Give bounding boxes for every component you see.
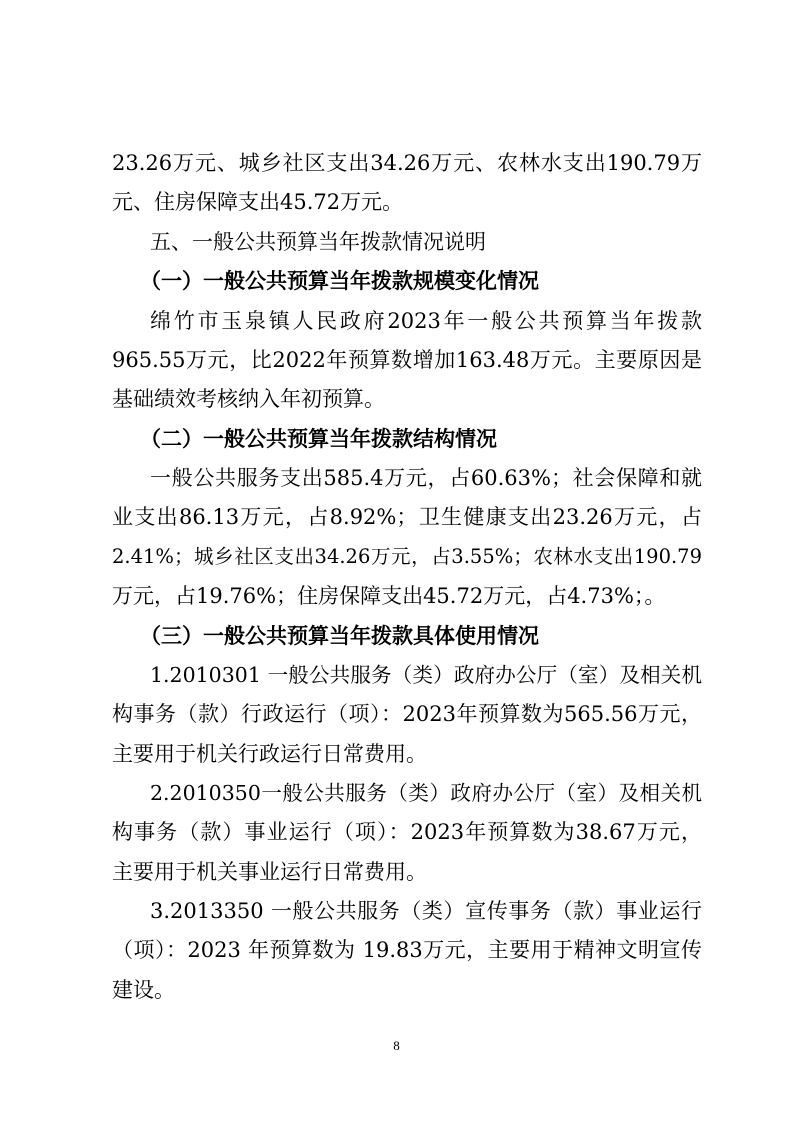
body-text-line: 1.2010301 一般公共服务（类）政府办公厅（室）及相关机: [150, 663, 702, 687]
body-text-line: （项）：2023 年预算数为 19.83万元，主要用于精神文明宣传: [112, 938, 702, 962]
page-number: 8: [393, 1038, 400, 1053]
body-text-line: 23.26万元、城乡社区支出34.26万元、农林水支出190.79万: [112, 151, 702, 175]
body-text-line: 主要用于机关事业运行日常费用。: [112, 860, 427, 884]
body-text-line: 构事务（款）事业运行（项）：2023年预算数为38.67万元，: [112, 820, 702, 844]
body-text-line: 2.41%；城乡社区支出34.26万元，占3.55%；农林水支出190.79: [112, 545, 702, 568]
body-text-line: 绵竹市玉泉镇人民政府2023年一般公共预算当年拨款: [150, 309, 702, 333]
body-text-line: 元、住房保障支出45.72万元。: [112, 190, 404, 214]
body-text-line: 建设。: [112, 978, 175, 1002]
section-heading: 五、一般公共预算当年拨款情况说明: [150, 230, 486, 254]
body-text-line: 一般公共服务支出585.4万元，占60.63%；社会保障和就: [150, 466, 702, 490]
body-text-line: 基础绩效考核纳入年初预算。: [112, 387, 385, 411]
body-text-line: 业支出86.13万元，占8.92%；卫生健康支出23.26万元，占: [112, 505, 702, 529]
body-text-line: 万元，占19.76%；住房保障支出45.72万元，占4.73%；。: [112, 584, 666, 608]
body-text-line: 2.2010350一般公共服务（类）政府办公厅（室）及相关机: [150, 781, 702, 805]
body-text-line: 3.2013350 一般公共服务（类）宣传事务（款）事业运行: [150, 899, 702, 923]
subsection-heading: （二）一般公共预算当年拨款结构情况: [140, 426, 497, 451]
subsection-heading: （一）一般公共预算当年拨款规模变化情况: [140, 268, 539, 293]
subsection-heading: （三）一般公共预算当年拨款具体使用情况: [140, 623, 539, 648]
body-text-line: 主要用于机关行政运行日常费用。: [112, 742, 427, 766]
body-text-line: 构事务（款）行政运行（项）：2023年预算数为565.56万元，: [112, 702, 702, 726]
body-text-line: 965.55万元，比2022年预算数增加163.48万元。主要原因是: [112, 348, 702, 372]
